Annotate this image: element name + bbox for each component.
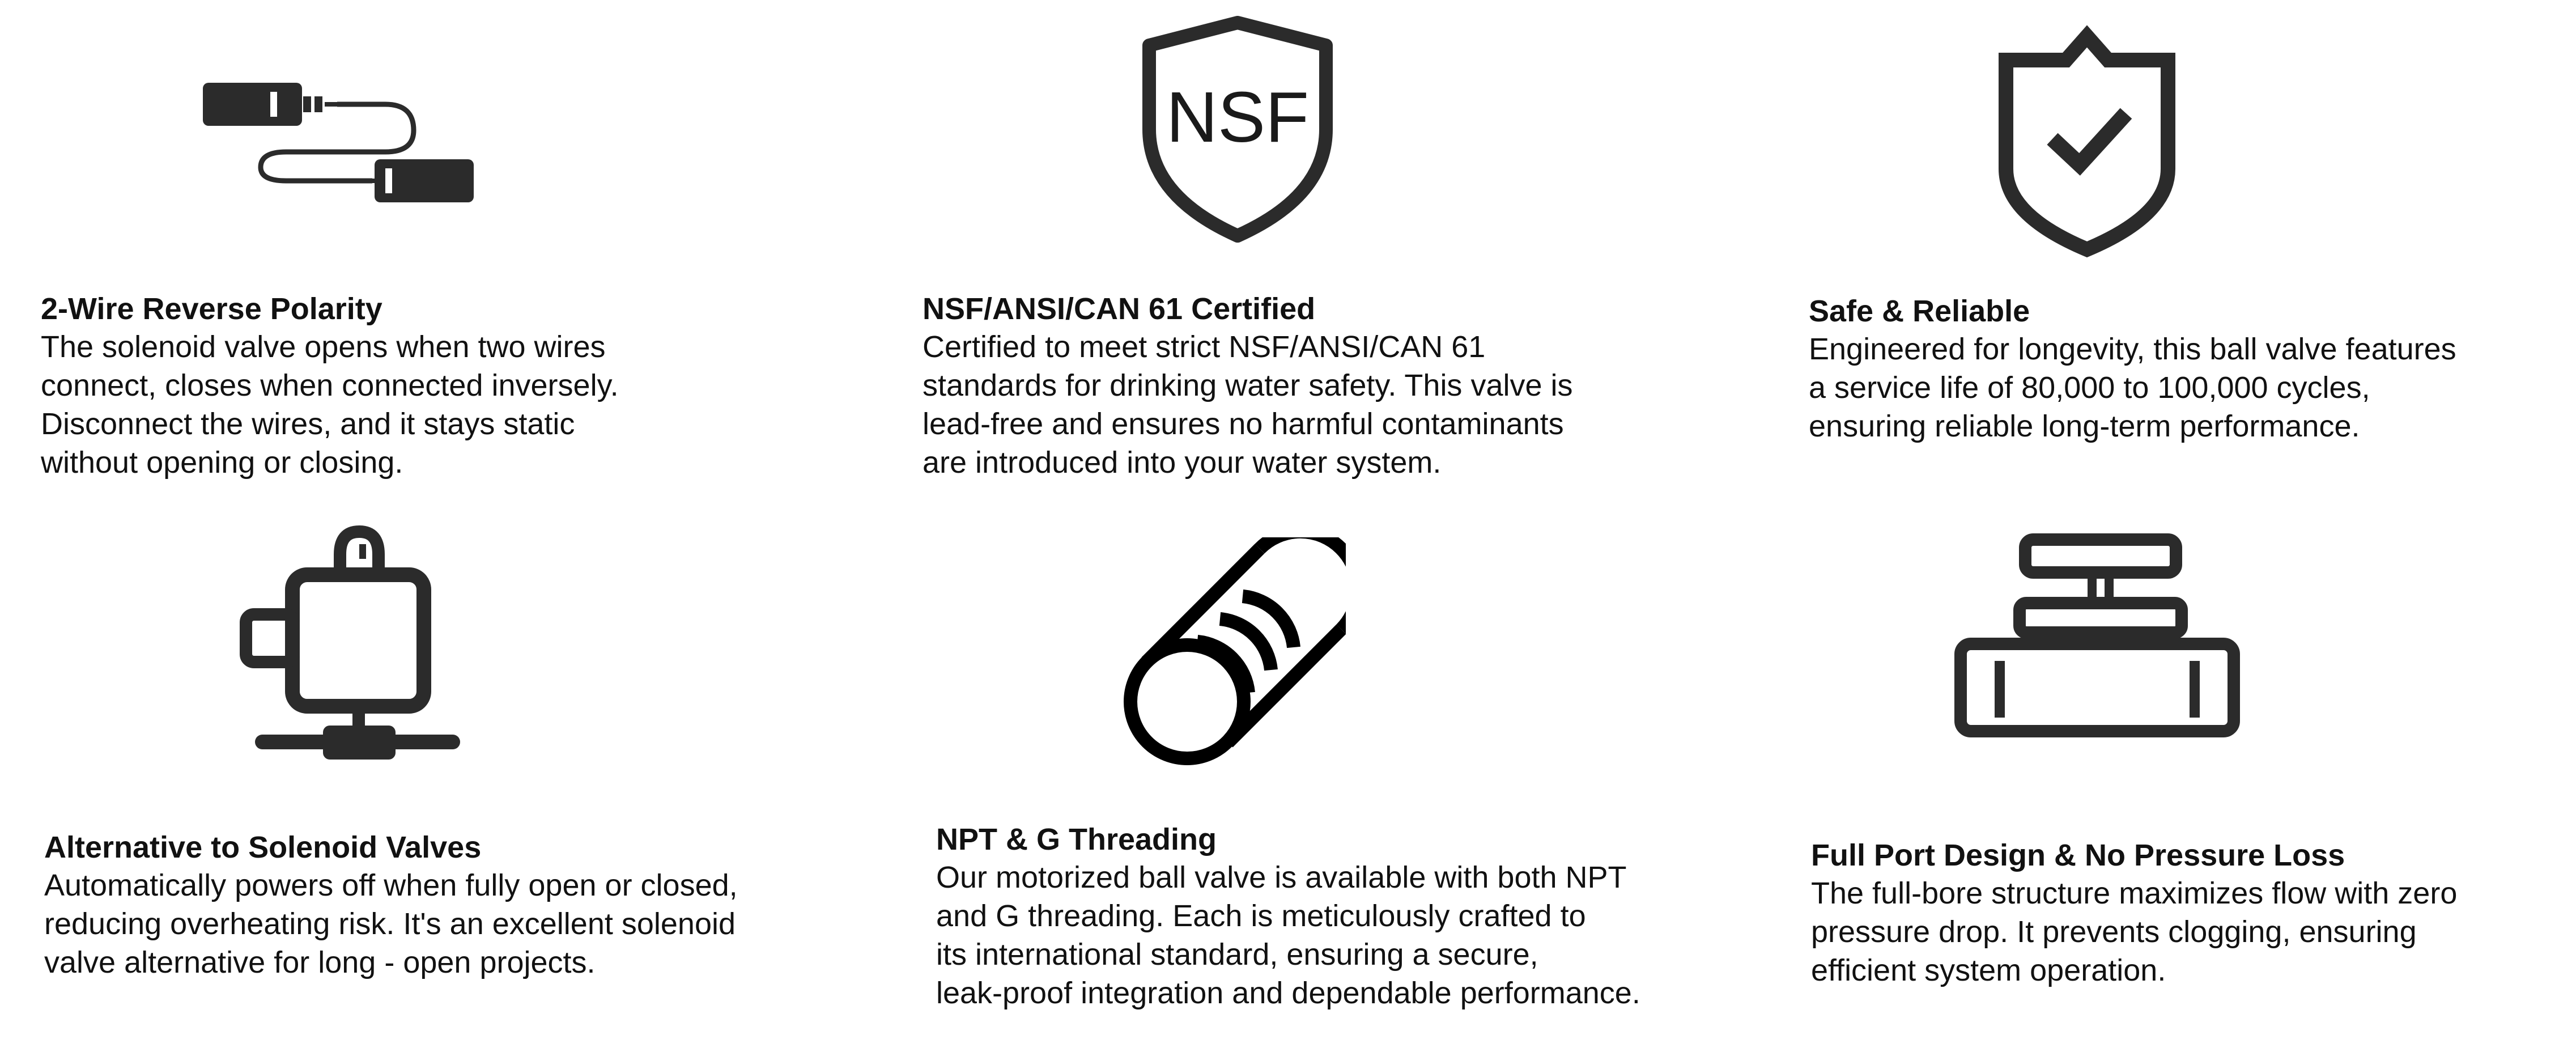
- description-line: Disconnect the wires, and it stays static: [41, 407, 575, 441]
- description-line: Automatically powers off when fully open or closed,: [44, 868, 738, 902]
- description-line: ensuring reliable long-term performance.: [1809, 409, 2360, 443]
- full-port-valve-icon: [1953, 533, 2242, 765]
- feature-title: Safe & Reliable: [1809, 294, 2030, 328]
- feature-title: Alternative to Solenoid Valves: [44, 830, 482, 864]
- description-line: a service life of 80,000 to 100,000 cycles,: [1809, 371, 2370, 405]
- description-line: lead-free and ensures no harmful contaminants: [923, 407, 1564, 441]
- description-line: its international standard, ensuring a secure,: [936, 938, 1538, 972]
- feature-description: [41, 328, 619, 482]
- description-line: without opening or closing.: [41, 446, 403, 480]
- description-line: pressure drop. It prevents clogging, ensuring: [1811, 915, 2417, 949]
- feature-title: NSF/ANSI/CAN 61 Certified: [923, 292, 1316, 326]
- threaded-pipe-icon: [1119, 537, 1346, 770]
- feature-description: [1809, 330, 2456, 446]
- description-line: connect, closes when connected inversely.: [41, 368, 619, 402]
- description-line: Our motorized ball valve is available with both NPT: [936, 860, 1627, 894]
- description-line: standards for drinking water safety. This valve is: [923, 368, 1573, 402]
- description-line: Engineered for longevity, this ball valve features: [1809, 332, 2456, 366]
- shield-check-icon: [1993, 23, 2180, 261]
- description-line: reducing overheating risk. It's an excellent solenoid: [44, 907, 736, 941]
- feature-description: [923, 328, 1573, 482]
- description-line: and G threading. Each is meticulously crafted to: [936, 899, 1586, 933]
- description-line: Certified to meet strict NSF/ANSI/CAN 61: [923, 330, 1486, 364]
- feature-description: [936, 858, 1640, 1012]
- nsf-label: NSF: [1166, 77, 1309, 157]
- nsf-shield-icon: [1140, 16, 1336, 243]
- feature-description: [44, 866, 738, 982]
- feature-title: Full Port Design & No Pressure Loss: [1811, 838, 2345, 872]
- description-line: The solenoid valve opens when two wires: [41, 330, 606, 364]
- description-line: are introduced into your water system.: [923, 446, 1442, 480]
- description-line: The full-bore structure maximizes flow with zero: [1811, 876, 2458, 910]
- solenoid-valve-icon: [238, 521, 465, 771]
- description-line: valve alternative for long - open projects.: [44, 945, 596, 979]
- feature-description: [1811, 874, 2457, 990]
- description-line: leak-proof integration and dependable performance.: [936, 976, 1640, 1010]
- feature-title: 2-Wire Reverse Polarity: [41, 292, 382, 326]
- description-line: efficient system operation.: [1811, 953, 2166, 987]
- wire-connector-icon: [198, 79, 476, 227]
- feature-title: NPT & G Threading: [936, 822, 1217, 856]
